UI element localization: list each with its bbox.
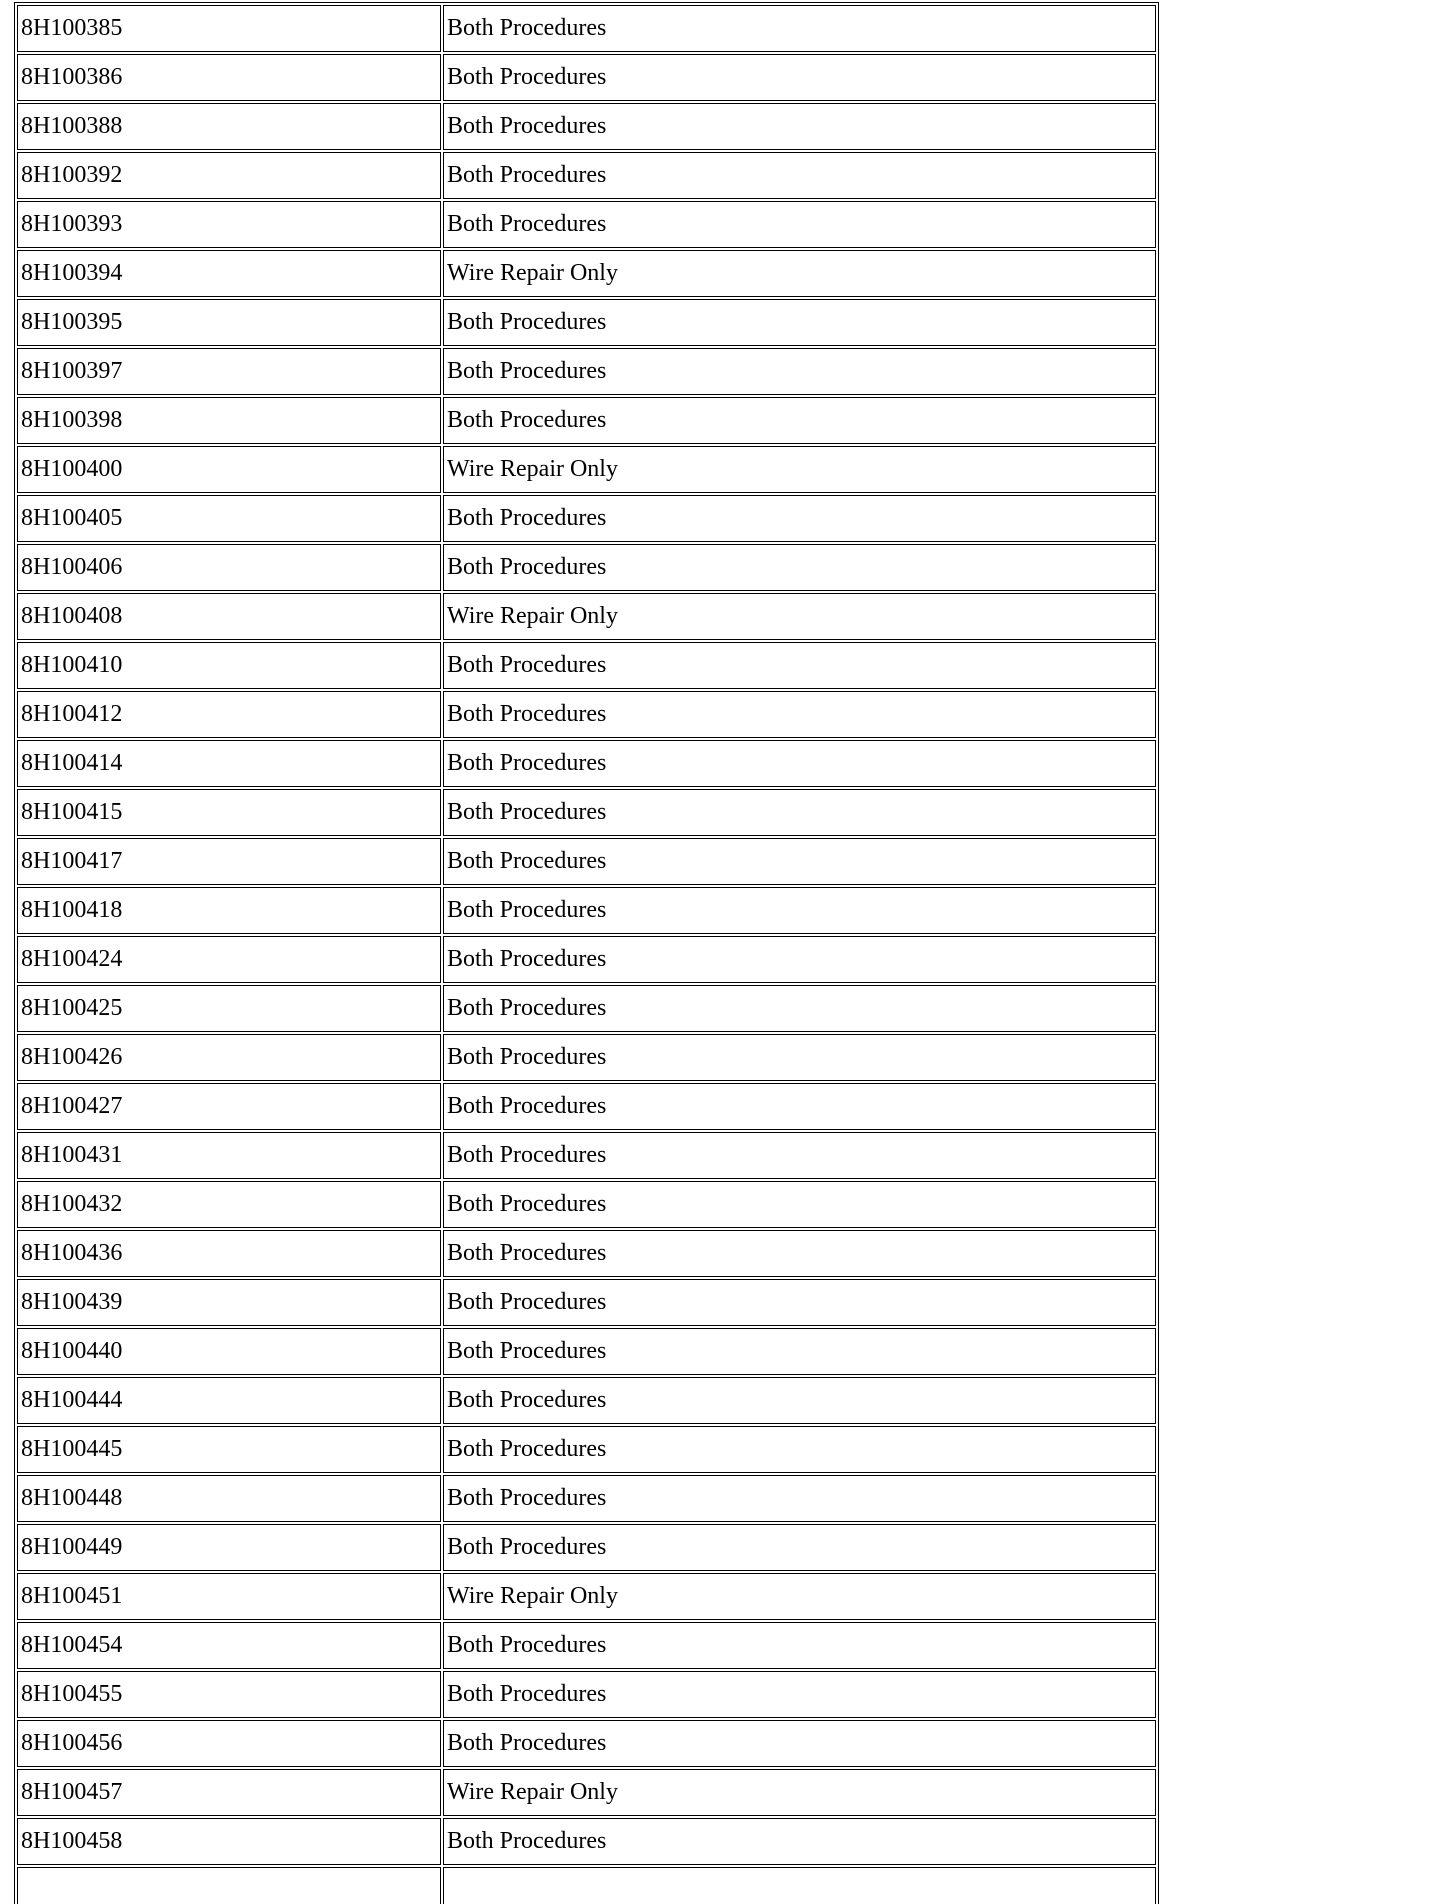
procedure-cell: Both Procedures (443, 838, 1156, 885)
procedure-cell: Both Procedures (443, 740, 1156, 787)
table-row (17, 5, 1156, 52)
procedure-cell (443, 1867, 1156, 1904)
serial-cell: 8H100444 (17, 1377, 441, 1424)
procedure-cell: Both Procedures (443, 1426, 1156, 1473)
serial-cell: 8H100394 (17, 250, 441, 297)
table-row (17, 299, 1156, 346)
procedure-cell: Wire Repair Only (443, 593, 1156, 640)
serial-cell: 8H100424 (17, 936, 441, 983)
serial-cell: 8H100385 (17, 5, 441, 52)
serial-cell: 8H100458 (17, 1818, 441, 1865)
serial-cell: 8H100448 (17, 1475, 441, 1522)
serial-cell: 8H100455 (17, 1671, 441, 1718)
procedure-cell: Both Procedures (443, 1818, 1156, 1865)
table-row (17, 348, 1156, 395)
procedure-cell: Both Procedures (443, 1524, 1156, 1571)
serial-cell: 8H100432 (17, 1181, 441, 1228)
procedure-cell: Both Procedures (443, 103, 1156, 150)
table-body (17, 5, 1156, 1904)
table-row (17, 1720, 1156, 1767)
serial-cell: 8H100451 (17, 1573, 441, 1620)
serial-cell: 8H100445 (17, 1426, 441, 1473)
procedure-cell: Both Procedures (443, 1671, 1156, 1718)
procedure-cell: Both Procedures (443, 397, 1156, 444)
table-row (17, 1475, 1156, 1522)
procedure-cell: Both Procedures (443, 1279, 1156, 1326)
procedure-cell: Both Procedures (443, 642, 1156, 689)
procedure-cell: Both Procedures (443, 1328, 1156, 1375)
procedure-cell: Wire Repair Only (443, 1573, 1156, 1620)
table-row (17, 201, 1156, 248)
serial-cell: 8H100397 (17, 348, 441, 395)
serial-cell: 8H100400 (17, 446, 441, 493)
table-row (17, 1230, 1156, 1277)
serial-cell: 8H100395 (17, 299, 441, 346)
table-row (17, 740, 1156, 787)
table-row (17, 985, 1156, 1032)
serial-cell: 8H100426 (17, 1034, 441, 1081)
serial-cell: 8H100414 (17, 740, 441, 787)
vin-procedure-table (14, 2, 1159, 1904)
serial-cell: 8H100425 (17, 985, 441, 1032)
procedure-cell: Both Procedures (443, 789, 1156, 836)
table-row (17, 1181, 1156, 1228)
table-row (17, 103, 1156, 150)
procedure-cell: Both Procedures (443, 887, 1156, 934)
procedure-cell: Both Procedures (443, 1720, 1156, 1767)
serial-cell: 8H100440 (17, 1328, 441, 1375)
table-row (17, 1132, 1156, 1179)
serial-cell: 8H100386 (17, 54, 441, 101)
table-row (17, 887, 1156, 934)
table-row (17, 936, 1156, 983)
serial-cell: 8H100393 (17, 201, 441, 248)
procedure-cell: Both Procedures (443, 1034, 1156, 1081)
serial-cell: 8H100408 (17, 593, 441, 640)
table-row (17, 1622, 1156, 1669)
serial-cell: 8H100418 (17, 887, 441, 934)
procedure-cell: Both Procedures (443, 1083, 1156, 1130)
procedure-cell: Both Procedures (443, 985, 1156, 1032)
table-row (17, 1328, 1156, 1375)
table-row (17, 1573, 1156, 1620)
table-row (17, 838, 1156, 885)
table-row (17, 1671, 1156, 1718)
serial-cell: 8H100388 (17, 103, 441, 150)
table-row (17, 250, 1156, 297)
table-row (17, 1279, 1156, 1326)
procedure-cell: Both Procedures (443, 691, 1156, 738)
table-row (17, 1867, 1156, 1904)
serial-cell: 8H100436 (17, 1230, 441, 1277)
serial-cell: 8H100439 (17, 1279, 441, 1326)
procedure-cell: Both Procedures (443, 1622, 1156, 1669)
serial-cell: 8H100431 (17, 1132, 441, 1179)
procedure-cell: Wire Repair Only (443, 1769, 1156, 1816)
table-row (17, 544, 1156, 591)
serial-cell: 8H100412 (17, 691, 441, 738)
procedure-cell: Both Procedures (443, 544, 1156, 591)
procedure-cell: Both Procedures (443, 299, 1156, 346)
table-row (17, 446, 1156, 493)
table-row (17, 1769, 1156, 1816)
procedure-cell: Both Procedures (443, 201, 1156, 248)
table-row (17, 1034, 1156, 1081)
procedure-cell: Both Procedures (443, 1132, 1156, 1179)
procedure-cell: Both Procedures (443, 54, 1156, 101)
procedure-cell: Both Procedures (443, 1230, 1156, 1277)
serial-cell: 8H100405 (17, 495, 441, 542)
serial-cell: 8H100457 (17, 1769, 441, 1816)
procedure-cell: Both Procedures (443, 1377, 1156, 1424)
procedure-cell: Both Procedures (443, 348, 1156, 395)
serial-cell: 8H100406 (17, 544, 441, 591)
table-row (17, 1377, 1156, 1424)
serial-cell: 8H100392 (17, 152, 441, 199)
procedure-cell: Both Procedures (443, 1475, 1156, 1522)
table-row (17, 1524, 1156, 1571)
table-row (17, 789, 1156, 836)
table-row (17, 1426, 1156, 1473)
table-row (17, 54, 1156, 101)
serial-cell: 8H100427 (17, 1083, 441, 1130)
procedure-cell: Both Procedures (443, 5, 1156, 52)
table-row (17, 397, 1156, 444)
procedure-cell: Both Procedures (443, 1181, 1156, 1228)
serial-cell (17, 1867, 441, 1904)
table-row (17, 152, 1156, 199)
serial-cell: 8H100456 (17, 1720, 441, 1767)
serial-cell: 8H100415 (17, 789, 441, 836)
procedure-cell: Wire Repair Only (443, 446, 1156, 493)
procedure-cell: Both Procedures (443, 936, 1156, 983)
serial-cell: 8H100410 (17, 642, 441, 689)
table-row (17, 593, 1156, 640)
serial-cell: 8H100449 (17, 1524, 441, 1571)
serial-cell: 8H100398 (17, 397, 441, 444)
table-row (17, 691, 1156, 738)
table-row (17, 495, 1156, 542)
serial-cell: 8H100417 (17, 838, 441, 885)
table-row (17, 1083, 1156, 1130)
procedure-cell: Wire Repair Only (443, 250, 1156, 297)
table-row (17, 642, 1156, 689)
procedure-cell: Both Procedures (443, 495, 1156, 542)
procedure-cell: Both Procedures (443, 152, 1156, 199)
serial-cell: 8H100454 (17, 1622, 441, 1669)
table-row (17, 1818, 1156, 1865)
